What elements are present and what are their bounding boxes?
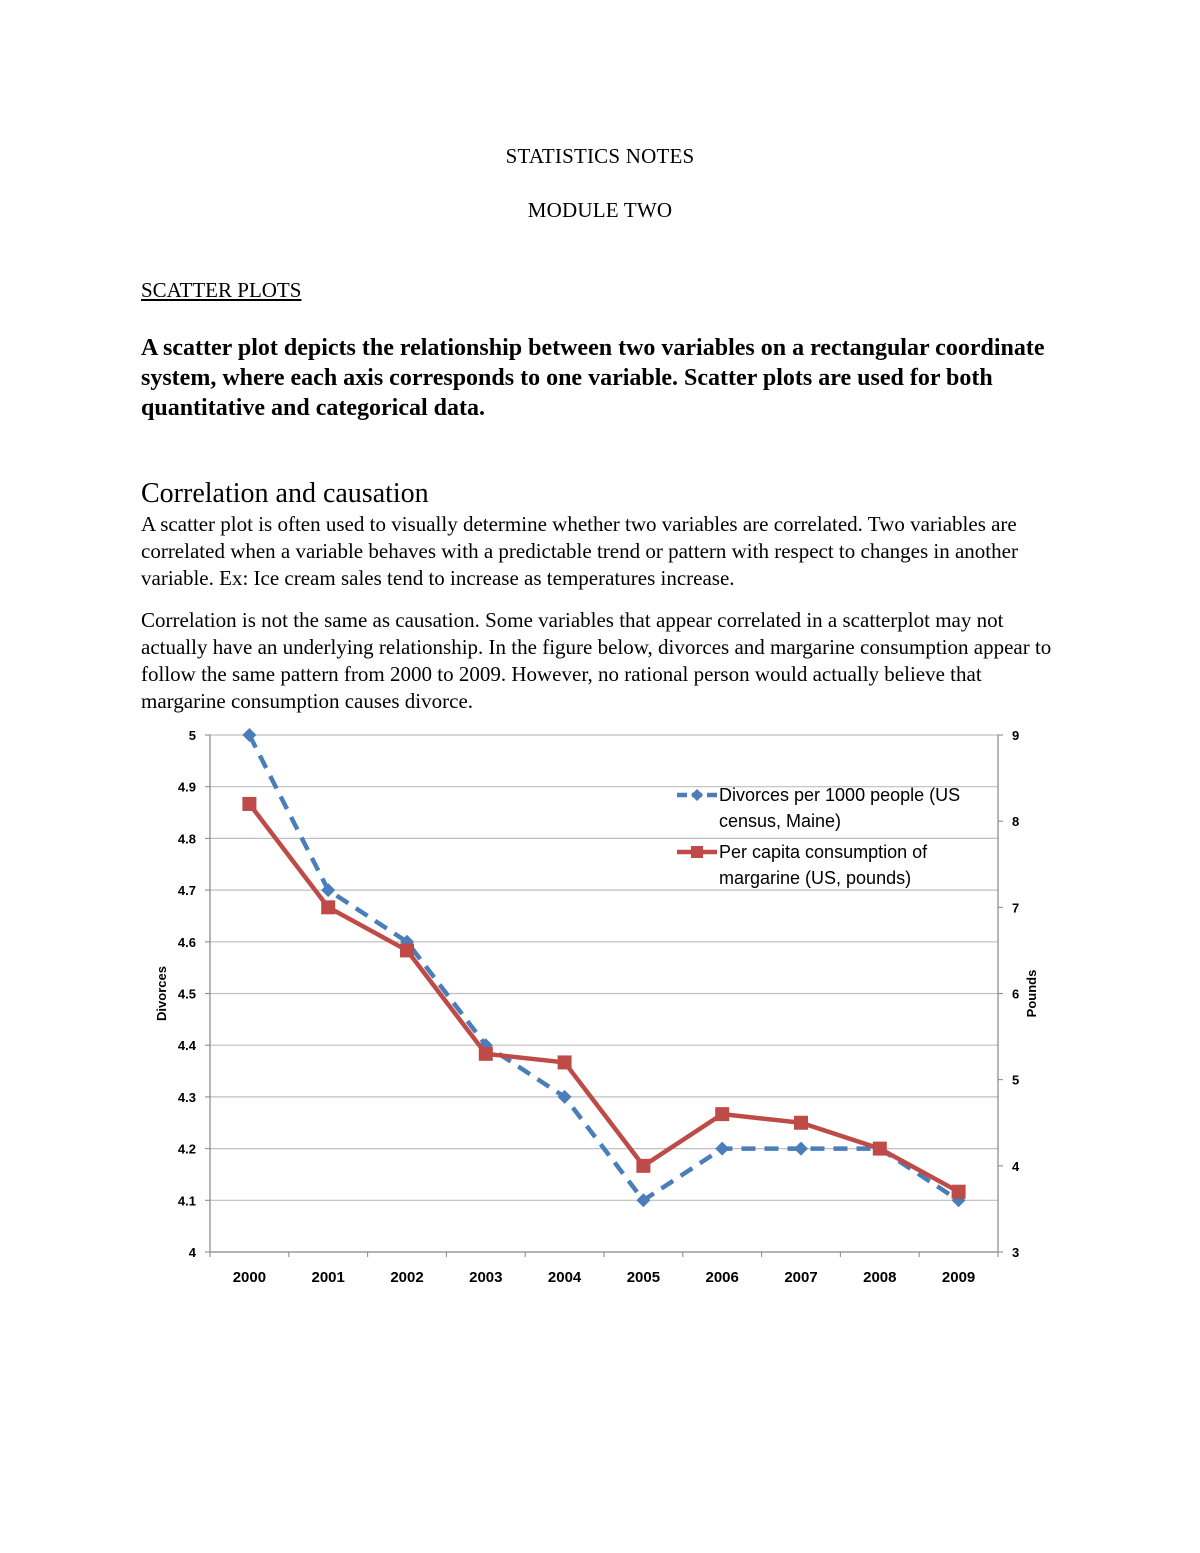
x-tick-label: 2000 <box>232 1269 267 1286</box>
x-tick-label: 2008 <box>863 1269 897 1286</box>
x-tick-label: 2003 <box>469 1269 503 1286</box>
y-tick-label: 4.3 <box>177 1089 196 1105</box>
document-title: STATISTICS NOTES <box>505 144 695 168</box>
y2-tick-label: 3 <box>1012 1245 1020 1260</box>
paragraph-correlation: A scatter plot is often used to visually determine whether two variables are correlated. Two variables are correlated when a variable behaves with a predictable trend or pattern with respect to changes in another variable. Ex: Ice cream sales tend to increase as temperatures increase. <box>141 512 1018 590</box>
y-tick-label: 4.2 <box>177 1141 196 1157</box>
y-tick-label: 4.1 <box>177 1193 196 1209</box>
y2-axis-title: Pounds <box>1024 969 1039 1018</box>
series-line-1 <box>249 804 958 1192</box>
y2-tick-label: 5 <box>1012 1072 1020 1088</box>
y-tick-label: 4.4 <box>177 1038 196 1054</box>
series-1-point <box>794 1116 808 1130</box>
legend-label-1: margarine (US, pounds) <box>719 868 912 888</box>
x-tick-label: 2001 <box>311 1269 345 1286</box>
line-chart <box>140 718 1040 1298</box>
legend-marker-1 <box>691 846 703 858</box>
y2-tick-label: 7 <box>1012 900 1020 916</box>
definition-paragraph: A scatter plot depicts the relationship between two variables on a rectangular coordinate system, where each axis corresponds to one variable. Scatter plots are used for both quantitative and categorical data. <box>141 335 1045 421</box>
y-tick-label: 4.8 <box>177 831 196 847</box>
y-axis-title: Divorces <box>154 966 169 1021</box>
legend-label-1: Per capita consumption of <box>719 842 928 862</box>
series-1-point <box>636 1159 650 1173</box>
document-subtitle: MODULE TWO <box>527 198 673 222</box>
legend-label-0: census, Maine) <box>719 811 842 831</box>
y-tick-label: 4.6 <box>177 934 196 950</box>
x-tick-label: 2009 <box>941 1269 976 1286</box>
x-tick-label: 2004 <box>547 1269 582 1286</box>
x-tick-label: 2007 <box>784 1269 818 1286</box>
y-tick-label: 5 <box>188 728 196 743</box>
series-1-point <box>400 943 414 957</box>
series-1-point <box>558 1055 572 1069</box>
y2-tick-label: 6 <box>1012 986 1020 1002</box>
legend-label-0: Divorces per 1000 people (US <box>719 785 961 805</box>
y2-tick-label: 9 <box>1012 728 1020 743</box>
series-1-point <box>873 1142 887 1156</box>
series-0-point <box>794 1142 808 1156</box>
y2-tick-label: 4 <box>1012 1158 1020 1174</box>
paragraph-causation: Correlation is not the same as causation. Some variables that appear correlated in a scatterplot may not actually have an underlying relationship. In the figure below, divorces and margarine consumption appear to follow the same pattern from 2000 to 2009. However, no rational person would actually believe that margarine consumption causes divorce. <box>141 608 1052 713</box>
y-tick-label: 4.9 <box>177 779 196 795</box>
x-tick-label: 2002 <box>390 1269 424 1286</box>
y-tick-label: 4.7 <box>177 883 196 899</box>
series-1-point <box>321 900 335 914</box>
series-1-point <box>952 1185 966 1199</box>
legend-marker-0 <box>691 789 703 801</box>
x-tick-label: 2005 <box>626 1269 661 1286</box>
y-tick-label: 4 <box>188 1245 196 1260</box>
series-0-point <box>715 1142 729 1156</box>
series-1-point <box>242 797 256 811</box>
series-1-point <box>479 1047 493 1061</box>
x-tick-label: 2006 <box>705 1269 739 1286</box>
section-heading: SCATTER PLOTS <box>141 278 302 302</box>
y2-tick-label: 8 <box>1012 814 1020 830</box>
series-1-point <box>715 1107 729 1121</box>
y-tick-label: 4.5 <box>177 986 196 1002</box>
subheading: Correlation and causation <box>141 478 429 509</box>
